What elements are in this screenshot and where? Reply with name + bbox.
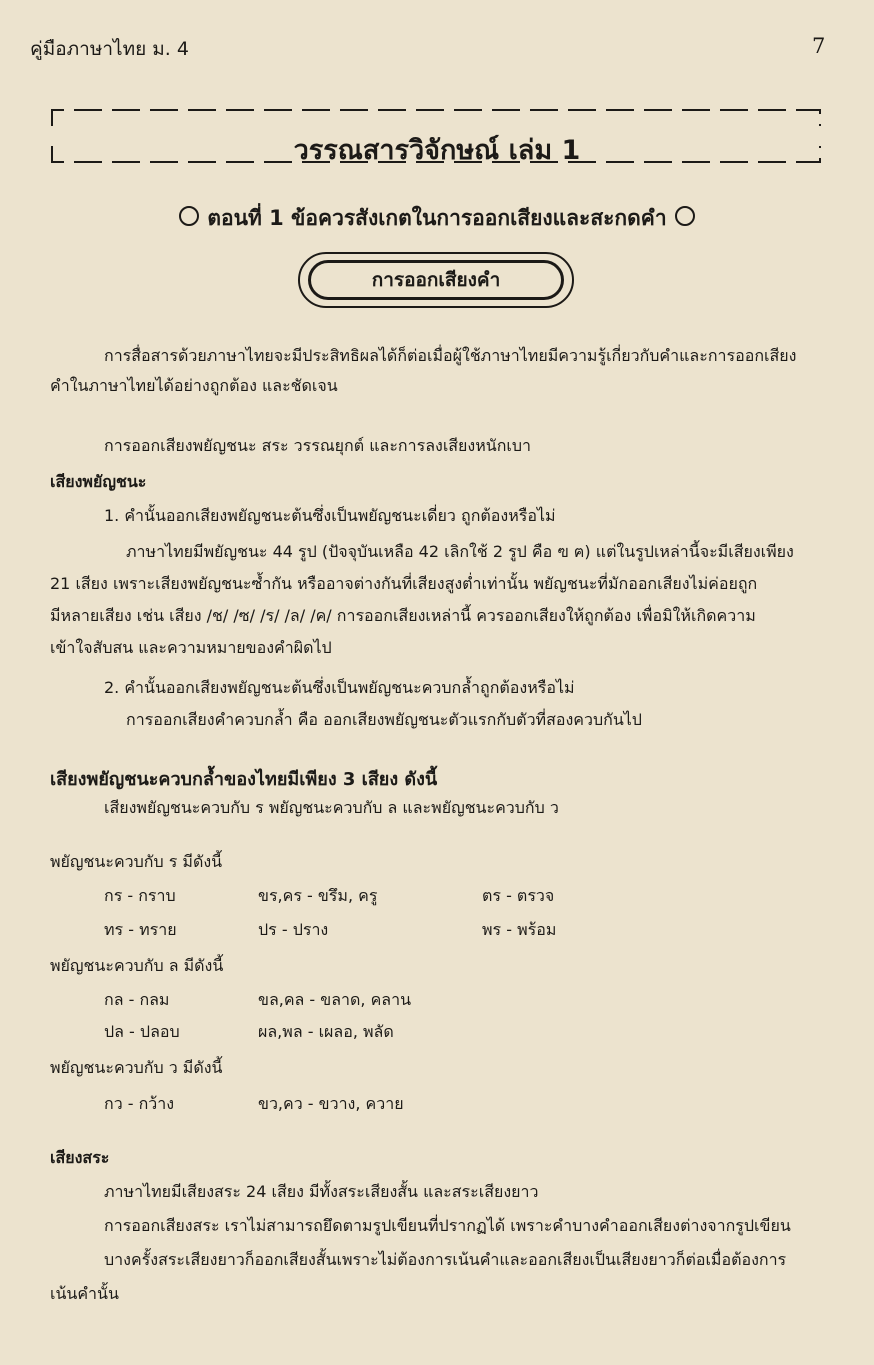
consonant-para-line-1: ภาษาไทยมีพยัญชนะ 44 รูป (ปัจจุบันเหลือ 42 เลิกใช้ 2 รูป คือ ฃ ฅ) แต่ในรูปเหล่านี้จะมีเสียงเพียง [126,542,794,561]
circle-bullet-icon [179,206,199,226]
cluster-heading: เสียงพยัญชนะควบกล้ำของไทยมีเพียง 3 เสียง ดังนี้ [50,769,438,790]
vowel-para-line-2: การออกเสียงสระ เราไม่สามารถยึดตามรูปเขียนที่ปรากฏได้ เพราะคำบางคำออกเสียงต่างจากรูปเขียน [104,1216,791,1235]
cluster-example: ขล,คล - ขลาด, คลาน [258,990,411,1009]
vowel-para-line-3: บางครั้งสระเสียงยาวก็ออกเสียงสั้นเพราะไม่ต้องการเน้นคำและออกเสียงเป็นเสียงยาวก็ต่อเมื่อต้องการ [104,1250,787,1269]
cluster-r-heading: พยัญชนะควบกับ ร มีดังนี้ [50,852,223,871]
section-title-row [0,202,874,235]
cluster-example: กล - กลม [104,990,170,1009]
consonant-para-line-4: เข้าใจสับสน และความหมายของคำผิดไป [50,638,332,657]
cluster-w-heading: พยัญชนะควบกับ ว มีดังนี้ [50,1058,223,1077]
consonant-para-line-5: การออกเสียงคำควบกล้ำ คือ ออกเสียงพยัญชนะตัวแรกกับตัวที่สองควบกันไป [126,710,642,729]
consonant-para-line-3: มีหลายเสียง เช่น เสียง /ช/ /ซ/ /ร/ /ล/ /ค/ การออกเสียงเหล่านี้ ควรออกเสียงให้ถูกต้อง เพื่อมิให้เกิดความ [50,606,756,625]
cluster-summary: เสียงพยัญชนะควบกับ ร พยัญชนะควบกับ ล และพยัญชนะควบกับ ว [104,798,559,817]
consonant-heading: เสียงพยัญชนะ [50,472,147,491]
cluster-example: กร - กราบ [104,886,176,905]
chapter-title: วรรณสารวิจักษณ์ เล่ม 1 [293,135,581,166]
consonant-question-1: 1. คำนั้นออกเสียงพยัญชนะต้นซึ่งเป็นพยัญชนะเดี่ยว ถูกต้องหรือไม่ [104,506,556,525]
vowel-heading: เสียงสระ [50,1148,110,1167]
cluster-example: ปล - ปลอบ [104,1022,180,1041]
consonant-question-2: 2. คำนั้นออกเสียงพยัญชนะต้นซึ่งเป็นพยัญชนะควบกล้ำถูกต้องหรือไม่ [104,678,575,697]
topic-title: การออกเสียงคำ [308,260,564,300]
intro-line-3: การออกเสียงพยัญชนะ สระ วรรณยุกต์ และการลงเสียงหนักเบา [104,436,532,455]
intro-line-1: การสื่อสารด้วยภาษาไทยจะมีประสิทธิผลได้ก็ต่อเมื่อผู้ใช้ภาษาไทยมีความรู้เกี่ยวกับคำและการออกเสียง [104,346,797,365]
cluster-l-heading: พยัญชนะควบกับ ล มีดังนี้ [50,956,224,975]
page-number: 7 [812,34,826,58]
vowel-para-line-4: เน้นคำนั้น [50,1284,119,1303]
cluster-example: ขร,คร - ขรึม, ครู [258,886,378,905]
cluster-example: พร - พร้อม [482,920,557,939]
intro-line-2: คำในภาษาไทยได้อย่างถูกต้อง และชัดเจน [50,376,338,395]
book-title: คู่มือภาษาไทย ม. 4 [30,38,189,60]
vowel-para-line-1: ภาษาไทยมีเสียงสระ 24 เสียง มีทั้งสระเสียงสั้น และสระเสียงยาว [104,1182,539,1201]
cluster-example: ขว,คว - ขวาง, ควาย [258,1094,404,1113]
circle-bullet-icon [675,206,695,226]
section-title: ตอนที่ 1 ข้อควรสังเกตในการออกเสียงและสะกดคำ [207,206,667,230]
cluster-example: ผล,พล - เผลอ, พลัด [258,1022,394,1041]
cluster-example: ตร - ตรวจ [482,886,555,905]
cluster-example: กว - กว้าง [104,1094,175,1113]
cluster-example: ทร - ทราย [104,920,177,939]
consonant-para-line-2: 21 เสียง เพราะเสียงพยัญชนะซ้ำกัน หรืออาจต่างกันที่เสียงสูงต่ำเท่านั้น พยัญชนะที่มักออกเสียงไม่ค่อยถูก [50,574,758,593]
topic-badge [298,252,574,308]
cluster-example: ปร - ปราง [258,920,329,939]
